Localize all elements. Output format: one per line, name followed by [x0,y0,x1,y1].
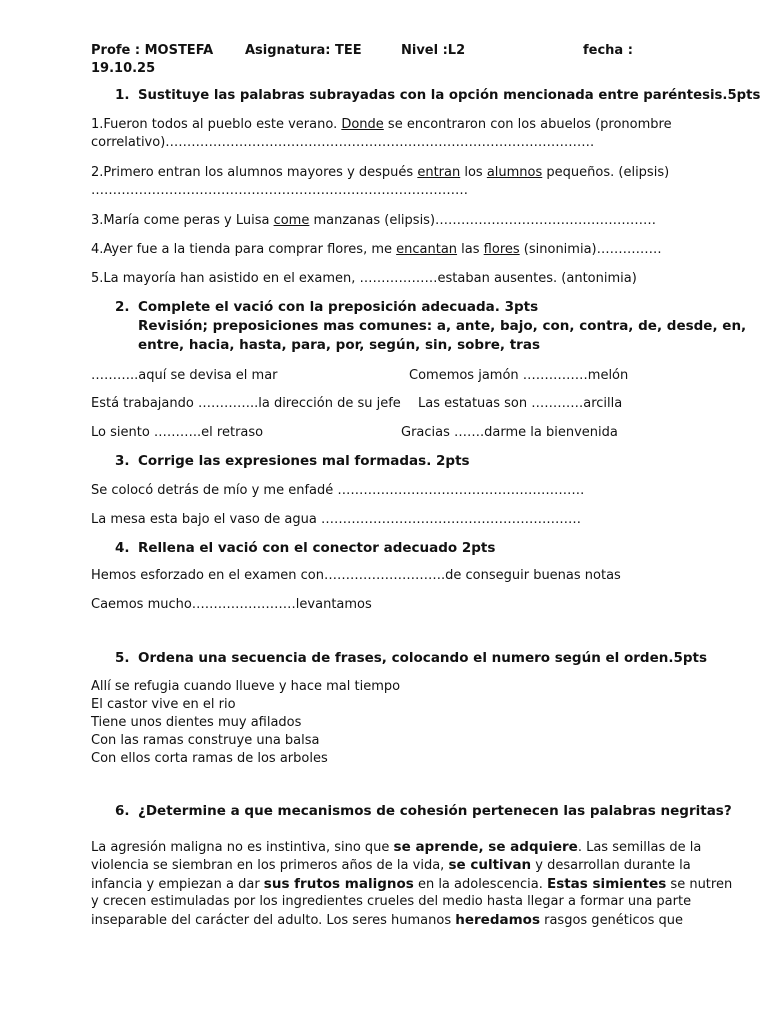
underlined-word: flores [483,242,520,257]
section-4-number: 4. [115,540,130,556]
s6-paragraph-line-2: violencia se siembran en los primeros años de la vida, se cultivan y desarrollan durante la [91,857,691,873]
bold-word: se cultivan [448,857,532,873]
s2-row-2-left: Está trabajando …………..la dirección de su jefe [91,396,401,411]
s1-item-2-line-1: 2.Primero entran los alumnos mayores y después entran los alumnos pequeños. (elipsis) [91,165,670,180]
s1-item-2-line-2: …………………………………………………………………………… [91,183,468,198]
s2-row-2-right: Las estatuas son …………arcilla [418,396,623,411]
s3-line-1: Se colocó detrás de mío y me enfadé ………………………………………………… [91,483,585,498]
header-profe: Profe : MOSTEFA [91,43,214,58]
section-2-review-line-2: entre, hacia, hasta, para, por, según, sin, sobre, tras [138,337,540,353]
header-asignatura: Asignatura: TEE [245,43,362,58]
bold-word: Estas simientes [546,876,667,892]
section-3-number: 3. [115,453,130,469]
header-fecha-value: 19.10.25 [91,61,156,76]
section-5-title: Ordena una secuencia de frases, colocando el numero según el orden.5pts [138,650,708,666]
section-2-title: Complete el vació con la preposición adecuada. 3pts [138,299,539,315]
s2-row-3-left: Lo siento ………..el retraso [91,425,264,440]
header-fecha-label: fecha : [583,43,633,58]
s1-item-4: 4.Ayer fue a la tienda para comprar flores, me encantan las flores (sinonimia)…………… [91,242,662,257]
s6-paragraph-line-3: infancia y empiezan a dar sus frutos malignos en la adolescencia. Estas simientes se nutren [91,876,733,892]
s2-row-3-right: Gracias …….darme la bienvenida [401,425,618,440]
s5-sentence: Con las ramas construye una balsa [91,733,320,748]
s6-paragraph-line-1: La agresión maligna no es instintiva, sino que se aprende, se adquiere. Las semillas de la [91,839,702,855]
s1-item-3: 3.María come peras y Luisa come manzanas (elipsis)…………………………………………… [91,213,657,228]
underlined-word: come [273,213,310,228]
s1-item-1-line-1: 1.Fueron todos al pueblo este verano. Donde se encontraron con los abuelos (pronombre [91,117,672,132]
s5-sentence: Tiene unos dientes muy afilados [91,715,302,730]
section-2-review-line-1: Revisión; preposiciones mas comunes: a, ante, bajo, con, contra, de, desde, en, [138,318,747,334]
section-3-title: Corrige las expresiones mal formadas. 2pts [138,453,470,469]
bold-word: se aprende, se adquiere [393,839,578,855]
section-1-title: Sustituye las palabras subrayadas con la opción mencionada entre paréntesis.5pts [138,87,761,103]
s5-sentence: Allí se refugia cuando llueve y hace mal tiempo [91,679,401,694]
underlined-word: entran [417,165,461,180]
section-4-title: Rellena el vació con el conector adecuado 2pts [138,540,496,556]
section-6-number: 6. [115,803,130,819]
section-5-number: 5. [115,650,130,666]
s2-row-1-left: ………..aquí se devisa el mar [91,368,278,383]
s4-line-1: Hemos esforzado en el examen con……………………….de conseguir buenas notas [91,568,621,583]
s2-row-1-right: Comemos jamón ……………melón [409,368,629,383]
s6-paragraph-line-4: y crecen estimuladas por los ingredientes crueles del medio hasta llegar a formar una parte [91,894,692,909]
s1-item-1-line-2: correlativo)……………………………………………………………………………………… [91,135,595,150]
s5-sentence: Con ellos corta ramas de los arboles [91,751,328,766]
underlined-word: Donde [341,117,384,132]
s3-line-2: La mesa esta bajo el vaso de agua …………………………………………………… [91,512,581,527]
bold-word: heredamos [455,912,540,928]
s1-item-5: 5.La mayoría han asistido en el examen, ………………estaban ausentes. (antonimia) [91,271,637,286]
s5-sentence: El castor vive en el rio [91,697,236,712]
section-6-title: ¿Determine a que mecanismos de cohesión pertenecen las palabras negritas? [138,803,732,819]
underlined-word: encantan [396,242,458,257]
underlined-word: alumnos [486,165,543,180]
section-2-number: 2. [115,299,130,315]
section-1-number: 1. [115,87,130,103]
s4-line-2: Caemos mucho……………………levantamos [91,597,372,612]
bold-word: sus frutos malignos [263,876,414,892]
s6-paragraph-line-5: inseparable del carácter del adulto. Los seres humanos heredamos rasgos genéticos que [91,912,684,928]
header-nivel: Nivel :L2 [401,43,466,58]
